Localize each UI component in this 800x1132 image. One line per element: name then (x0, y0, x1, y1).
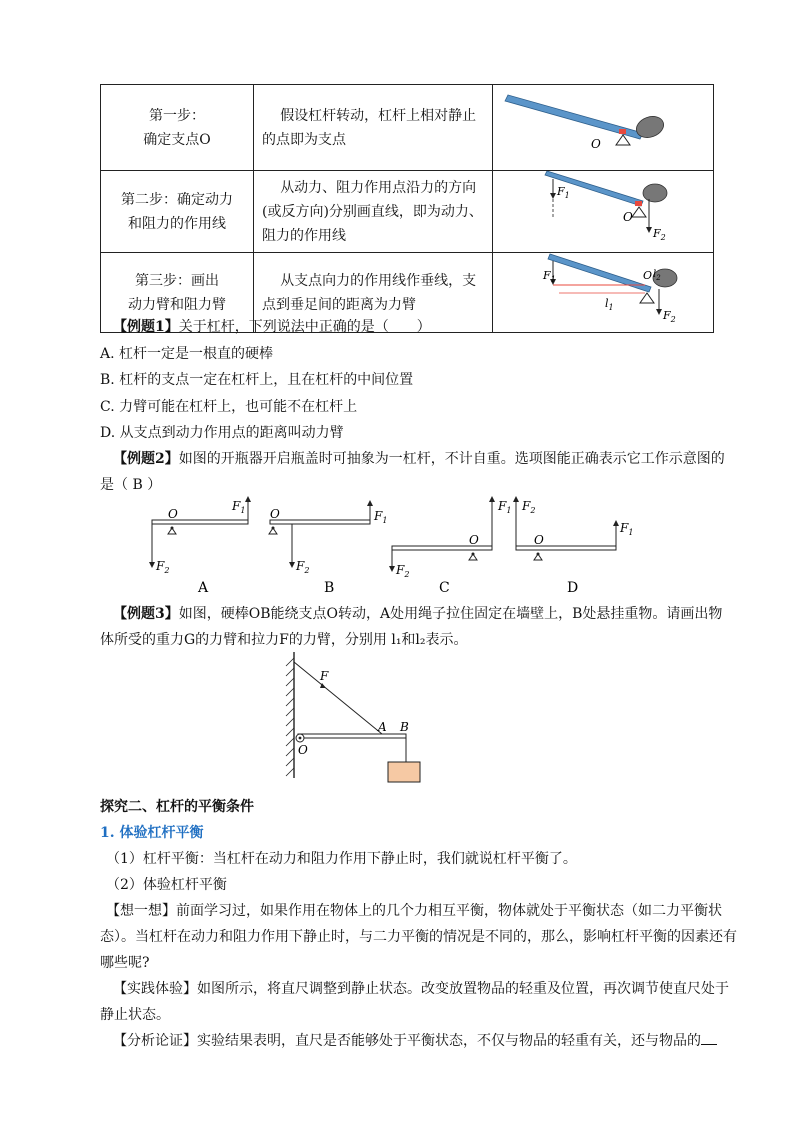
svg-text:O: O (270, 507, 280, 521)
svg-text:F1: $F_1$ (620, 521, 634, 537)
l2-label: $l_2$ (653, 269, 661, 282)
section2-para-2: （2）体验杠杆平衡 (106, 877, 227, 893)
fulcrum-label: O (643, 269, 653, 282)
hanging-weight (388, 762, 420, 782)
ex2-options-diagram (140, 492, 660, 600)
option-a-letter: A (198, 580, 209, 596)
step-cell (101, 171, 254, 253)
practice-line-2: 静止状态。 (100, 1007, 170, 1023)
ex2-label: 【例题2】 (113, 451, 179, 467)
ex3-question (113, 603, 722, 625)
ex2-question-text: 如图的开瓶器开启瓶盖时可抽象为一杠杆，不计自重。选项图能正确表示它工作示意图的 (178, 451, 725, 467)
think-line-2: 态）。当杠杆在动力和阻力作用下静止时，与二力平衡的情况是不同的，那么，影响杠杆平衡的因素还有 (100, 929, 737, 945)
f2-label: $F_2$ (653, 227, 666, 242)
option-a-diagram (149, 496, 251, 596)
practice-line-1: 【实践体验】如图所示，将直尺调整到静止状态。改变放置物品的轻重及位置，再次调节使直尺处于 (113, 981, 729, 997)
step-cell (101, 85, 254, 171)
analysis-text: 【分析论证】实验结果表明，直尺是否能够处于平衡状态，不仅与物品的轻重有关，还与物品的 (113, 1033, 701, 1049)
option-c-diagram (389, 496, 511, 596)
step-title: 第三步：画出 (135, 272, 219, 289)
step-subtitle: 确定支点O (143, 131, 211, 148)
ex1-option-a: A. 杠杆一定是一根直的硬棒 (100, 346, 274, 362)
svg-text:F1: $F_1$ (374, 509, 388, 525)
point-a-label: A (378, 720, 387, 734)
svg-text:F1: $F_1$ (232, 499, 246, 515)
answer-blank (701, 1030, 717, 1045)
ex1-label: 【例题1】 (113, 319, 179, 335)
step-description: 从支点向力的作用线作垂线，支点到垂足间的距离为力臂 (262, 272, 477, 313)
svg-text:F2: $F_2$ (156, 559, 170, 575)
ex1-question-text: 关于杠杆，下列说法中正确的是（ ） (178, 319, 431, 335)
point-o-label: O (298, 743, 308, 757)
ex1-option-c: C. 力臂可能在杠杆上，也可能不在杠杆上 (100, 399, 358, 415)
section2-subtitle: 1. 体验杠杆平衡 (100, 825, 204, 841)
think-line-1: 【想一想】前面学习过，如果作用在物体上的几个力相互平衡，物体就处于平衡状态（如二力平衡状 (106, 903, 722, 919)
ex3-label: 【例题3】 (113, 606, 179, 622)
ex1-option-d: D. 从支点到动力作用点的距离叫动力臂 (100, 425, 344, 441)
option-b-letter: B (324, 580, 335, 596)
ex3-question-2: 体所受的重力G的力臂和拉力F的力臂，分别用 l₁和l₂表示。 (100, 632, 468, 648)
f1-label: $F_1$ (543, 269, 556, 284)
ex2-question-2: 是（ B ） (100, 477, 162, 493)
option-d-letter: D (567, 580, 579, 596)
l1-label: $l_1$ (605, 297, 614, 312)
step-title: 第二步：确定动力 (121, 191, 233, 208)
svg-text:O: O (168, 507, 178, 521)
option-b-diagram (269, 500, 387, 596)
desc-cell (254, 171, 493, 253)
rod-ob (298, 734, 406, 738)
f2-label: $F_2$ (663, 309, 676, 324)
svg-text:F2: $F_2$ (296, 559, 310, 575)
figure-cell (493, 253, 714, 333)
fulcrum-label: O (591, 137, 601, 151)
fulcrum-label: O (623, 210, 633, 224)
svg-text:O: O (534, 533, 544, 547)
ex3-question-text: 如图，硬棒OB能绕支点O转动，A处用绳子拉住固定在墙壁上，B处悬挂重物。请画出物 (178, 606, 723, 622)
table-row (101, 171, 714, 253)
ex2-question (113, 448, 725, 470)
step-subtitle: 和阻力的作用线 (128, 215, 226, 232)
step1-lever-figure (493, 85, 713, 162)
section2-para-1: （1）杠杆平衡：当杠杆在动力和阻力作用下静止时，我们就说杠杆平衡了。 (106, 851, 577, 867)
think-line-3: 哪些呢? (100, 955, 150, 971)
section2-title: 探究二、杠杆的平衡条件 (100, 799, 254, 815)
f1-label: $F_1$ (557, 185, 570, 200)
step-subtitle: 动力臂和阻力臂 (128, 296, 226, 313)
step3-lever-figure (493, 253, 713, 324)
svg-text:F2: $F_2$ (522, 499, 536, 515)
option-c-letter: C (439, 580, 450, 596)
point-b-label: B (400, 720, 409, 734)
analysis-line (113, 1030, 717, 1052)
svg-text:O: O (469, 533, 479, 547)
force-f-label: F (320, 669, 329, 683)
option-d-diagram (513, 496, 633, 596)
svg-text:F1: $F_1$ (498, 499, 512, 515)
rope (294, 662, 382, 734)
table-row (101, 85, 714, 171)
step-title: 第一步： (149, 107, 205, 124)
step-description: 假设杠杆转动，杠杆上相对静止的点即为支点 (262, 107, 477, 148)
ex1-option-b: B. 杠杆的支点一定在杠杆上，且在杠杆的中间位置 (100, 372, 414, 388)
figure-cell (493, 85, 714, 171)
step2-lever-figure (493, 171, 713, 244)
svg-text:F2: $F_2$ (396, 563, 410, 579)
steps-table (100, 84, 714, 333)
desc-cell (254, 85, 493, 171)
step-description: 从动力、阻力作用点沿力的方向(或反方向)分别画直线，即为动力、阻力的作用线 (262, 179, 483, 244)
ex3-lever-figure (276, 648, 436, 784)
figure-cell (493, 171, 714, 253)
ex1-question (113, 316, 431, 338)
